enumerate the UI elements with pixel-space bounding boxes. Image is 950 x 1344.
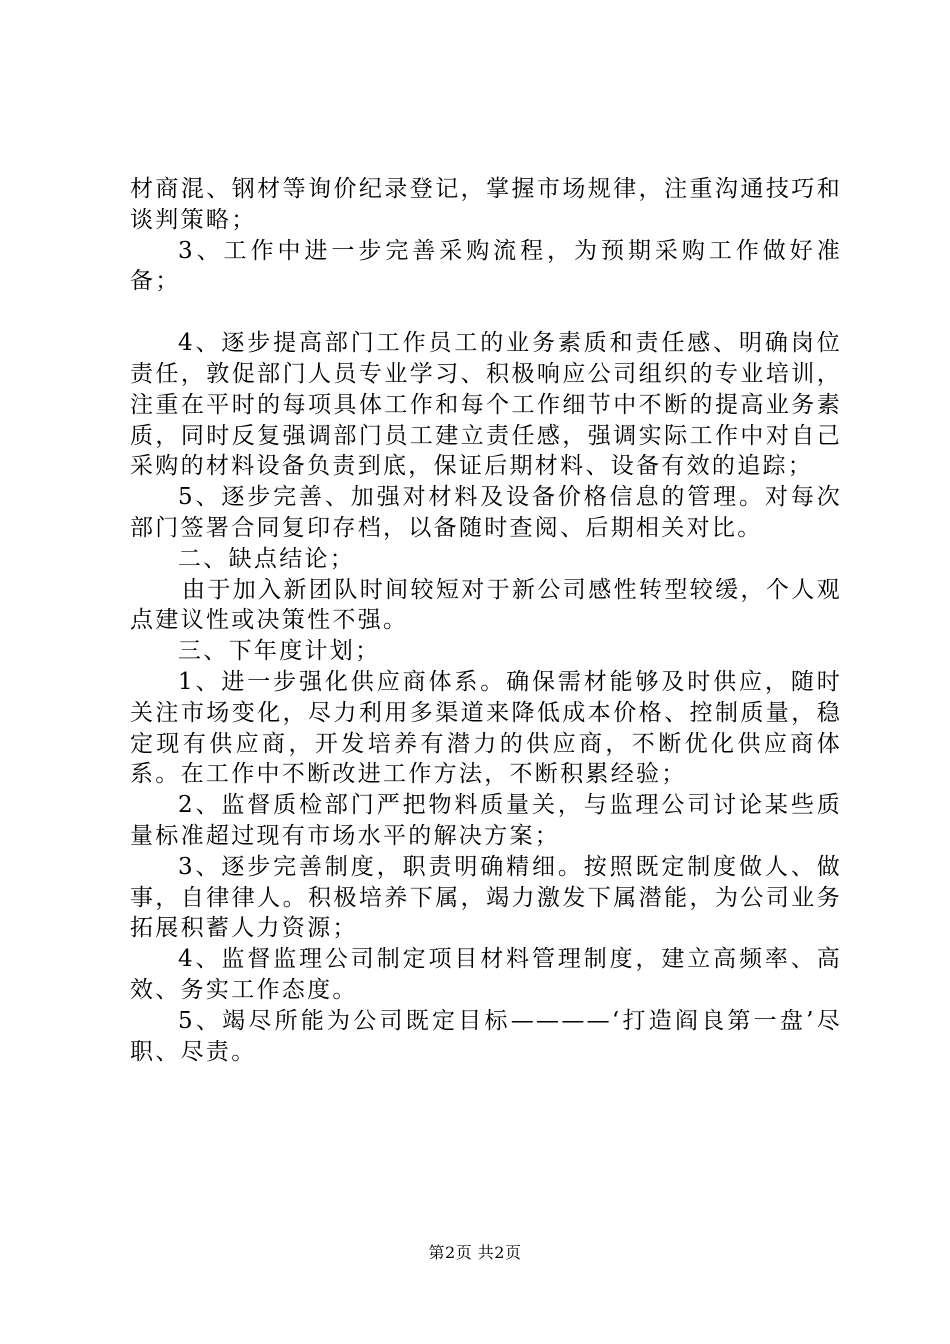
page-footer: [0, 1243, 950, 1263]
paragraph-plan-item-4: 4、监督监理公司制定项目材料管理制度，建立高频率、高效、务实工作态度。: [130, 946, 842, 1003]
paragraph-item-5-price-info: 5、逐步完善、加强对材料及设备价格信息的管理。对每次部门签署合同复印存档，以备随时查阅、后期相关对比。: [130, 484, 842, 541]
paragraph-shortcomings-body: 由于加入新团队时间较短对于新公司感性转型较缓，个人观点建议性或决策性不强。: [130, 576, 842, 634]
paragraph-item-3-procurement-process: 3、工作中进一步完善采购流程，为预期采购工作做好准备；: [130, 237, 842, 295]
section-heading-shortcomings: 二、缺点结论；: [178, 545, 356, 572]
section-heading-next-year-plan: 三、下年度计划；: [178, 638, 381, 665]
paragraph-plan-item-5: 5、竭尽所能为公司既定目标————‘打造阎良第一盘’尽职、尽责。: [130, 1007, 842, 1065]
paragraph-plan-item-1: 1、进一步强化供应商体系。确保需材能够及时供应，随时关注市场变化，尽力利用多渠道来降低成本价格、控制质量，稳定现有供应商，开发培养有潜力的供应商，不断优化供应商体系。在工作中不断改进工作方法，不断积累经验；: [130, 668, 842, 788]
paragraph-plan-item-3: 3、逐步完善制度，职责明确精细。按照既定制度做人、做事，自律律人。积极培养下属，竭力激发下属潜能，为公司业务拓展积蓄人力资源；: [130, 853, 842, 942]
paragraph-item-4-staff-quality: 4、逐步提高部门工作员工的业务素质和责任感、明确岗位责任，敦促部门人员专业学习、积极响应公司组织的专业培训，注重在平时的每项具体工作和每个工作细节中不断的提高业务素质，同时反复强调部门员工建立责任感，强调实际工作中对自己采购的材料设备负责到底，保证后期材料、设备有效的追踪；: [130, 330, 842, 480]
paragraph-plan-item-2: 2、监督质检部门严把物料质量关，与监理公司讨论某些质量标准超过现有市场水平的解决方案；: [130, 792, 842, 849]
page-number: 第2页 共2页: [428, 1243, 522, 1262]
document-body: [130, 174, 842, 1067]
paragraph-continuation: 材商混、钢材等询价纪录登记，掌握市场规律，注重沟通技巧和谈判策略；: [130, 176, 842, 233]
